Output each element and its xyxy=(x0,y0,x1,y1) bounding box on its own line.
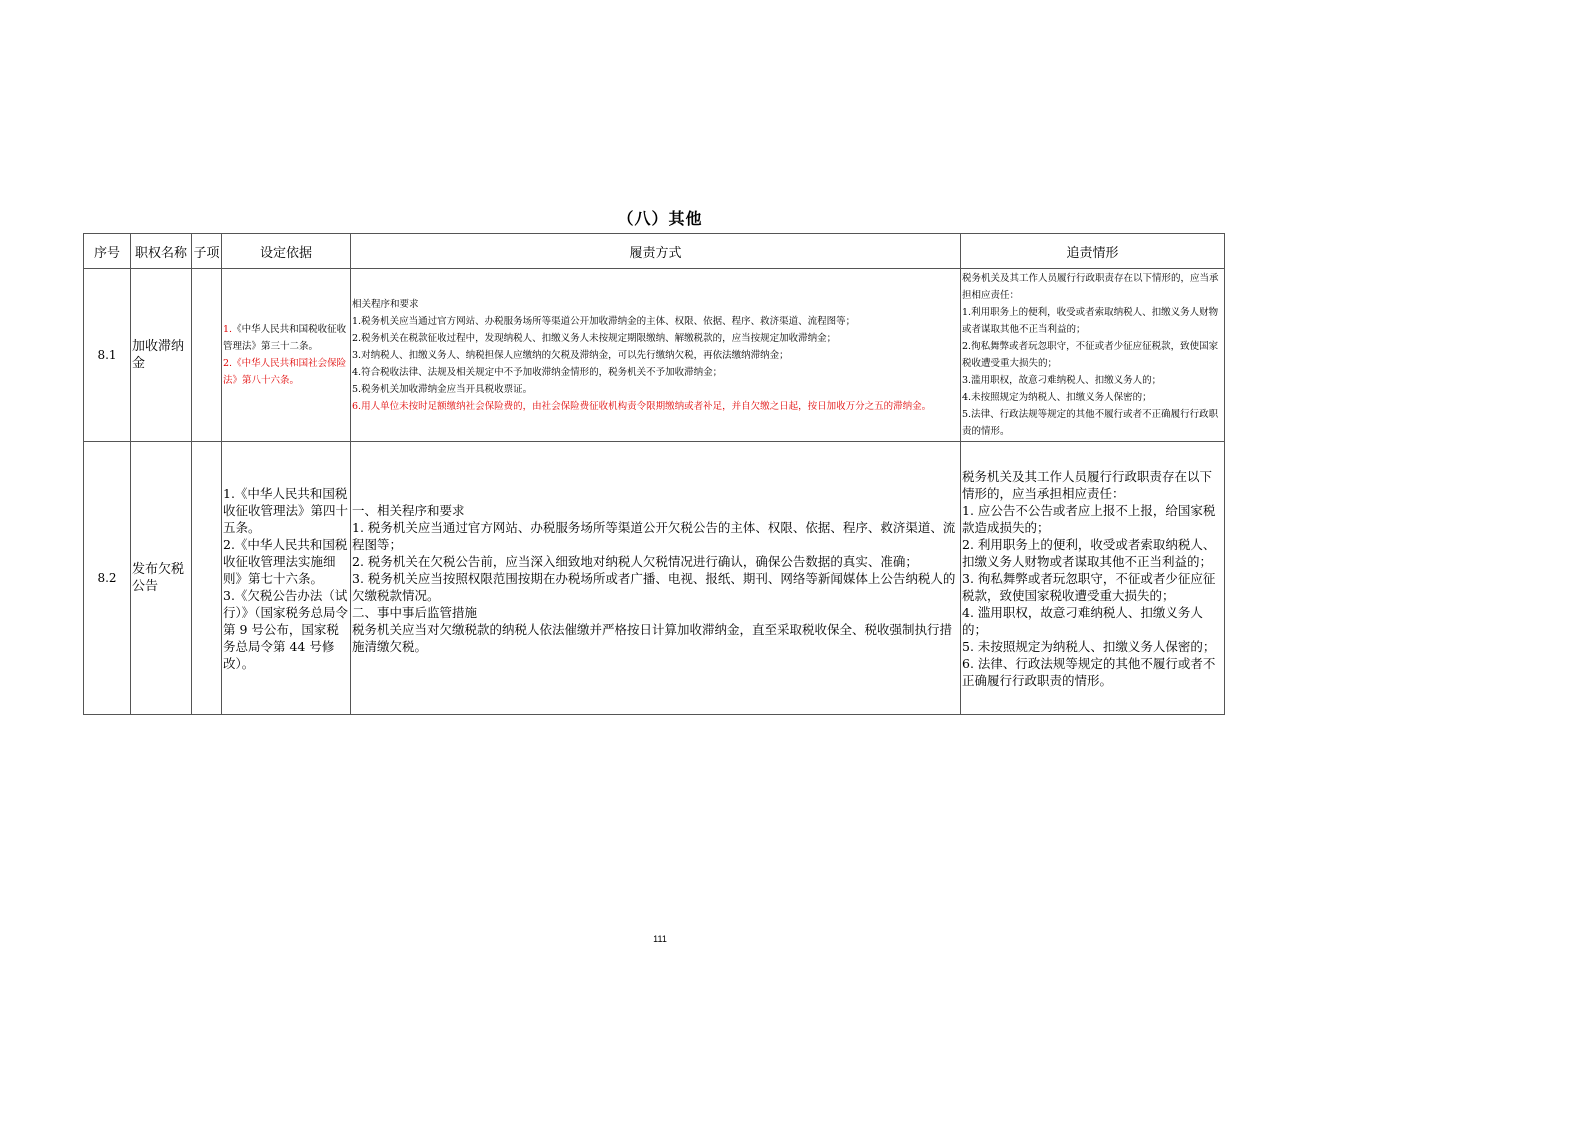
accountability-line: 3. 徇私舞弊或者玩忽职守，不征或者少征应征税款，致使国家税收遭受重大损失的； xyxy=(962,570,1216,603)
header-name: 职权名称 xyxy=(131,234,192,269)
method-line: 3.对纳税人、扣缴义务人、纳税担保人应缴纳的欠税及滞纳金，可以先行缴纳欠税，再依法缴纳滞纳金； xyxy=(352,349,789,361)
basis-item-number: 1. xyxy=(223,324,233,335)
table-row xyxy=(84,442,1225,715)
accountability-line: 1. 应公告不公告或者应上报不上报，给国家税款造成损失的； xyxy=(962,502,1216,535)
method-line: 税务机关应当对欠缴税款的纳税人依法催缴并严格按日计算加收滞纳金，直至采取税收保全、税收强制执行措施清缴欠税。 xyxy=(352,621,953,654)
method-line: 相关程序和要求 xyxy=(352,298,419,310)
accountability-line: 2.徇私舞弊或者玩忽职守，不征或者少征应征税款，致使国家税收遭受重大损失的； xyxy=(962,341,1219,369)
basis-item-text: 《中华人民共和国社会保险法》第八十六条。 xyxy=(223,358,347,386)
basis-item: 2.《中华人民共和国税收征收管理法实施细则》第七十六条。 xyxy=(223,536,348,586)
basis-item: 3.《欠税公告办法（试行）》（国家税务总局令第 9 号公布，国家税务总局令第 44 号修改）。 xyxy=(223,587,349,671)
accountability-line: 税务机关及其工作人员履行行政职责存在以下情形的，应当承担相应责任： xyxy=(962,273,1219,301)
row-method xyxy=(351,442,961,715)
method-line-highlight: 6.用人单位未按时足额缴纳社会保险费的，由社会保险费征收机构责令限期缴纳或者补足，并自欠缴之日起，按日加收万分之五的滞纳金。 xyxy=(352,400,932,412)
row-method xyxy=(351,269,961,442)
accountability-line: 4. 滥用职权，故意刁难纳税人、扣缴义务人的； xyxy=(962,604,1203,637)
method-line: 2. 税务机关在欠税公告前，应当深入细致地对纳税人欠税情况进行确认，确保公告数据的真实、准确； xyxy=(352,553,918,569)
page-number: 111 xyxy=(653,934,667,944)
page-title: （八）其他 xyxy=(617,209,703,228)
accountability-line: 2. 利用职务上的便利，收受或者索取纳税人、扣缴义务人财物或者谋取其他不正当利益的； xyxy=(962,536,1216,569)
accountability-line: 税务机关及其工作人员履行行政职责存在以下情形的，应当承担相应责任： xyxy=(962,468,1213,501)
header-accountability: 追责情形 xyxy=(961,234,1225,269)
method-line: 一、相关程序和要求 xyxy=(352,502,465,518)
table-row xyxy=(84,269,1225,442)
basis-item xyxy=(223,355,349,389)
method-line: 二、事中事后监管措施 xyxy=(352,604,478,620)
row-basis xyxy=(222,442,351,715)
header-seq: 序号 xyxy=(84,234,131,269)
method-line: 4.符合税收法律、法规及相关规定中不予加收滞纳金情形的，税务机关不予加收滞纳金； xyxy=(352,366,723,378)
method-line: 1. 税务机关应当通过官方网站、办税服务场所等渠道公开欠税公告的主体、权限、依据、程序、救济渠道、流程图等； xyxy=(352,519,956,552)
row-basis xyxy=(222,269,351,442)
header-row xyxy=(84,234,1225,269)
row-name: 发布欠税公告 xyxy=(131,442,192,715)
basis-item xyxy=(223,321,349,355)
method-line: 1.税务机关应当通过官方网站、办税服务场所等渠道公开加收滞纳金的主体、权限、依据、程序、救济渠道、流程图等； xyxy=(352,315,856,327)
accountability-line: 1.利用职务上的便利，收受或者索取纳税人、扣缴义务人财物或者谋取其他不正当利益的； xyxy=(962,307,1219,335)
duty-table xyxy=(83,233,1225,715)
method-line: 5.税务机关加收滞纳金应当开具税收票证。 xyxy=(352,383,533,395)
accountability-line: 5.法律、行政法规等规定的其他不履行或者不正确履行行政职责的情形。 xyxy=(962,409,1219,437)
accountability-line: 6. 法律、行政法规等规定的其他不履行或者不正确履行行政职责的情形。 xyxy=(962,655,1216,688)
method-line: 2.税务机关在税款征收过程中，发现纳税人、扣缴义务人未按规定期限缴纳、解缴税款的，应当按规定加收滞纳金； xyxy=(352,332,837,344)
accountability-line: 4.未按照规定为纳税人、扣缴义务人保密的； xyxy=(962,392,1152,403)
method-line: 3. 税务机关应当按照权限范围按期在办税场所或者广播、电视、报纸、期刊、网络等新闻媒体上公告纳税人的欠缴税款情况。 xyxy=(352,570,956,603)
basis-item-number: 2. xyxy=(223,358,233,369)
row-accountability xyxy=(961,442,1225,715)
header-basis: 设定依据 xyxy=(222,234,351,269)
basis-item: 1.《中华人民共和国税收征收管理法》第四十五条。 xyxy=(223,485,349,535)
row-seq: 8.1 xyxy=(84,269,131,442)
row-accountability xyxy=(961,269,1225,442)
row-sub xyxy=(192,269,222,442)
row-seq: 8.2 xyxy=(84,442,131,715)
header-sub: 子项 xyxy=(192,234,222,269)
accountability-line: 5. 未按照规定为纳税人、扣缴义务人保密的； xyxy=(962,638,1216,654)
row-sub xyxy=(192,442,222,715)
basis-item-text: 《中华人民共和国税收征收管理法》第三十二条。 xyxy=(223,324,347,352)
accountability-line: 3.滥用职权，故意刁难纳税人、扣缴义务人的； xyxy=(962,375,1162,386)
row-name: 加收滞纳金 xyxy=(131,269,192,442)
header-method: 履责方式 xyxy=(351,234,961,269)
